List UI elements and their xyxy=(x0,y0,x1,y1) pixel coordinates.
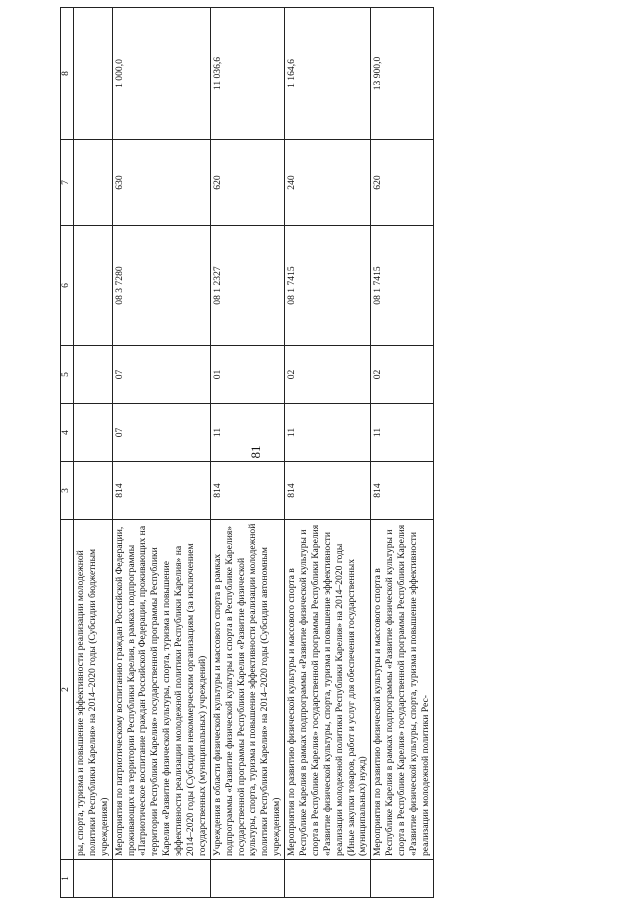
page-number: 81 xyxy=(248,445,263,459)
row-description: Мероприятия по развитию физической культуры и массового спорта в Республике Карелия в рамках подпрограммы «Развитие физической культуры и спорта в Республике Карелия» государственной программы Республики Карелия «Развитие физической культуры, спорта, туризма и повышение эффективности реализации молодежной политики Рес- xyxy=(371,520,433,860)
row-index-cell xyxy=(210,860,284,898)
amount-cell: 13 900,0 xyxy=(371,8,433,140)
row-index-cell xyxy=(112,860,210,898)
target-article-cell: 08 1 2327 xyxy=(210,226,284,346)
table-row xyxy=(371,8,433,898)
header-cell: 5 xyxy=(61,346,74,404)
section-code-cell xyxy=(74,404,113,462)
table-row xyxy=(210,8,284,898)
row-index-cell xyxy=(285,860,371,898)
header-cell: 3 xyxy=(61,462,74,520)
amount-cell: 1 164,6 xyxy=(285,8,371,140)
section-code-cell: 11 xyxy=(285,404,371,462)
admin-code-cell: 814 xyxy=(112,462,210,520)
row-index-cell xyxy=(74,860,113,898)
rotated-table-frame xyxy=(60,8,637,898)
subsection-code-cell xyxy=(74,346,113,404)
admin-code-cell: 814 xyxy=(210,462,284,520)
admin-code-cell: 814 xyxy=(285,462,371,520)
header-cell: 2 xyxy=(61,520,74,860)
header-cell: 6 xyxy=(61,226,74,346)
target-article-cell xyxy=(74,226,113,346)
header-row xyxy=(61,8,74,898)
table-row xyxy=(112,8,210,898)
target-article-cell: 08 3 7280 xyxy=(112,226,210,346)
budget-table xyxy=(60,7,434,898)
budget-table-container xyxy=(60,8,637,898)
amount-cell xyxy=(74,8,113,140)
table-row xyxy=(74,8,113,898)
section-code-cell: 07 xyxy=(112,404,210,462)
expense-type-cell xyxy=(74,140,113,226)
admin-code-cell xyxy=(74,462,113,520)
target-article-cell: 08 1 7415 xyxy=(285,226,371,346)
amount-cell: 1 000,0 xyxy=(112,8,210,140)
row-description: Мероприятия по патриотическому воспитанию граждан Российской Федерации, проживающих на территории Республики Карелия, в рамках подпрограммы «Патриотическое воспитание граждан Российской Федерации, проживающих на территории Республики Карелия» государственной программы Республики Карелия «Развитие физической культуры, спорта, туризма и повышение эффективности реализации молодежной политики Республики Карелия» на 2014–2020 годы (Субсидии некоммерческим организациям (за исключением государственных (муниципальных) учреждений) xyxy=(112,520,210,860)
subsection-code-cell: 01 xyxy=(210,346,284,404)
row-description: ры, спорта, туризма и повышение эффективности реализации молодежной политики Республики Карелия» на 2014–2020 годы (Субсидии бюджетным учреждениям) xyxy=(74,520,113,860)
subsection-code-cell: 02 xyxy=(285,346,371,404)
section-code-cell: 11 xyxy=(210,404,284,462)
header-cell: 1 xyxy=(61,860,74,898)
table-row xyxy=(285,8,371,898)
header-cell: 8 xyxy=(61,8,74,140)
expense-type-cell: 620 xyxy=(210,140,284,226)
header-cell: 4 xyxy=(61,404,74,462)
section-code-cell: 11 xyxy=(371,404,433,462)
row-index-cell xyxy=(371,860,433,898)
target-article-cell: 08 1 7415 xyxy=(371,226,433,346)
admin-code-cell: 814 xyxy=(371,462,433,520)
expense-type-cell: 240 xyxy=(285,140,371,226)
expense-type-cell: 620 xyxy=(371,140,433,226)
amount-cell: 11 036,6 xyxy=(210,8,284,140)
header-cell: 7 xyxy=(61,140,74,226)
row-description: Учреждения в области физической культуры и массового спорта в рамках подпрограммы «Развитие физической культуры и спорта в Республике Карелия» государственной программы Республики Карелия «Развитие физической культуры, спорта, туризма и повышение эффективности реализации молодежной политики Республики Карелия» на 2014–2020 годы (Субсидии автономным учреждениям) xyxy=(210,520,284,860)
expense-type-cell: 630 xyxy=(112,140,210,226)
row-description: Мероприятия по развитию физической культуры и массового спорта в Республике Карелия в рамках подпрограммы «Развитие физической культуры и спорта в Республике Карелия» государственной программы Республики Карелия «Развитие физической культуры, спорта, туризма и повышение эффективности реализации молодежной политики Республики Карелия» на 2014–2020 годы (Иные закупки товаров, работ и услуг для обеспечения государственных (муниципальных) нужд) xyxy=(285,520,371,860)
subsection-code-cell: 07 xyxy=(112,346,210,404)
subsection-code-cell: 02 xyxy=(371,346,433,404)
